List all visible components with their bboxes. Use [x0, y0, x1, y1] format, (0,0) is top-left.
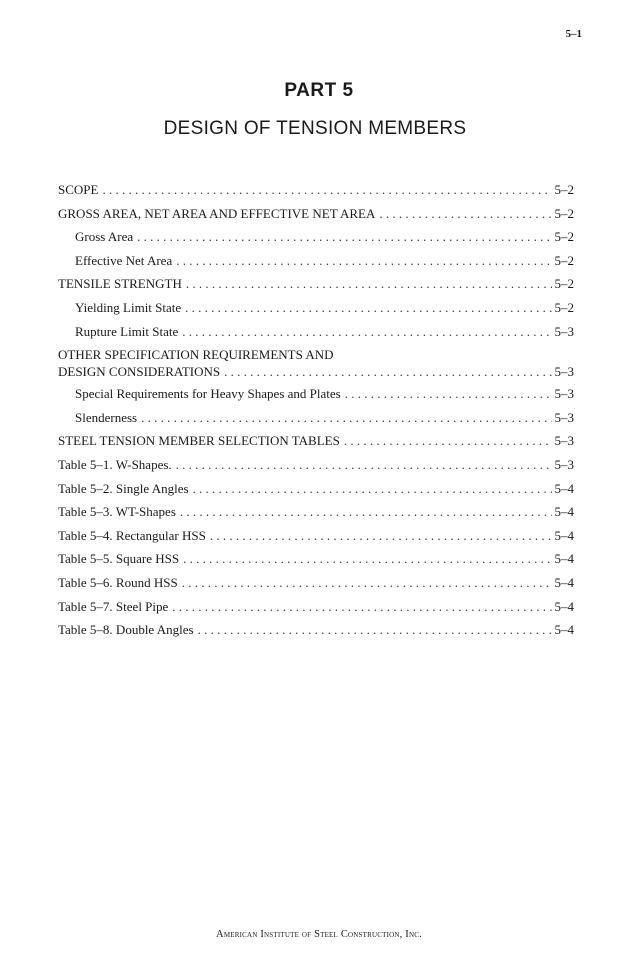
- part-title: DESIGN OF TENSION MEMBERS: [163, 118, 467, 139]
- toc-leader-dots: [102, 178, 551, 202]
- toc-leader-dots: [183, 547, 551, 571]
- toc-entry-page: 5–4: [554, 480, 574, 496]
- toc-leader-dots: [180, 500, 552, 524]
- toc-entry-page: 5–2: [554, 182, 574, 197]
- toc-entry-label: Rupture Limit State: [75, 323, 179, 339]
- toc-entry-label: Table 5–6. Round HSS: [58, 574, 178, 590]
- toc-entry-page: 5–3: [554, 386, 574, 402]
- toc-entry-label: Table 5–3. WT-Shapes: [58, 504, 176, 520]
- toc-leader-dots: [185, 296, 551, 320]
- toc-entry-label: Table 5–2. Single Angles: [58, 480, 189, 496]
- toc-leader-dots: [193, 477, 552, 501]
- toc-leader-dots: [345, 382, 552, 406]
- toc-entry-label: SCOPE: [58, 182, 99, 197]
- toc-leader-dots: [172, 595, 551, 619]
- toc-entry-table-5-2[interactable]: [58, 477, 574, 501]
- toc-entry-scope[interactable]: [58, 178, 574, 202]
- toc-entry-effective-net-area[interactable]: [58, 249, 574, 273]
- toc-entry-table-5-8[interactable]: [58, 618, 574, 642]
- toc-entry-label: Table 5–1. W-Shapes.: [58, 456, 172, 472]
- toc-entry-page: 5–4: [554, 598, 574, 614]
- toc-entry-other-specification-requirements[interactable]: [58, 343, 574, 382]
- toc-entry-label: GROSS AREA, NET AREA AND EFFECTIVE NET AREA: [58, 205, 376, 221]
- toc-entry-gross-area[interactable]: [58, 225, 574, 249]
- page-number: 5–1: [565, 28, 582, 40]
- toc-entry-line2: [58, 363, 574, 380]
- toc-entry-tensile-strength[interactable]: [58, 272, 574, 296]
- toc-leader-dots: [198, 618, 552, 642]
- toc-leader-dots: [224, 363, 551, 380]
- toc-entry-table-5-1[interactable]: [58, 453, 574, 477]
- toc-entry-label: Table 5–5. Square HSS: [58, 551, 180, 567]
- toc-entry-label: Effective Net Area: [75, 252, 173, 268]
- toc-entry-label: Gross Area: [75, 229, 134, 245]
- toc-entry-table-5-3[interactable]: [58, 500, 574, 524]
- toc-entry-label: STEEL TENSION MEMBER SELECTION TABLES: [58, 433, 340, 449]
- toc-leader-dots: [137, 225, 551, 249]
- toc-entry-gross-net-effective-area[interactable]: [58, 202, 574, 226]
- toc-entry-label: Yielding Limit State: [75, 299, 182, 315]
- toc-entry-page: 5–4: [554, 527, 574, 543]
- toc-entry-slenderness[interactable]: [58, 406, 574, 430]
- toc-entry-label: Slenderness: [75, 409, 138, 425]
- toc-entry-table-5-7[interactable]: [58, 595, 574, 619]
- toc-entry-table-5-6[interactable]: [58, 571, 574, 595]
- toc-entry-page: 5–4: [554, 551, 574, 567]
- toc-leader-dots: [186, 272, 552, 296]
- toc-entry-label: Table 5–8. Double Angles: [58, 622, 194, 638]
- toc-entry-page: 5–2: [554, 205, 574, 221]
- toc-entry-selection-tables[interactable]: [58, 429, 574, 453]
- toc-entry-label: Table 5–4. Rectangular HSS: [58, 527, 206, 543]
- toc-leader-dots: [176, 453, 552, 477]
- toc-leader-dots: [344, 429, 552, 453]
- toc-entry-label: Special Requirements for Heavy Shapes and Plates: [75, 386, 341, 402]
- toc-entry-rupture-limit-state[interactable]: [58, 320, 574, 344]
- part-label: PART 5: [284, 80, 354, 101]
- toc-entry-page: 5–2: [554, 229, 574, 245]
- toc-leader-dots: [182, 320, 551, 344]
- toc-entry-page: 5–3: [554, 456, 574, 472]
- toc-entry-page: 5–3: [554, 409, 574, 425]
- toc-entry-page: 5–2: [554, 276, 574, 292]
- toc-entry-page: 5–4: [554, 574, 574, 590]
- toc-entry-page: 5–4: [554, 504, 574, 520]
- toc-entry-label-line1: OTHER SPECIFICATION REQUIREMENTS AND: [58, 347, 334, 363]
- toc-entry-yielding-limit-state[interactable]: [58, 296, 574, 320]
- toc-leader-dots: [176, 249, 551, 273]
- toc-entry-page: 5–2: [554, 299, 574, 315]
- toc-entry-label: DESIGN CONSIDERATIONS: [58, 364, 221, 380]
- table-of-contents: [58, 178, 574, 642]
- toc-entry-page: 5–4: [554, 622, 574, 638]
- toc-leader-dots: [141, 406, 551, 430]
- toc-entry-page: 5–3: [554, 433, 574, 449]
- toc-leader-dots: [182, 571, 552, 595]
- toc-leader-dots: [379, 202, 551, 226]
- toc-entry-special-requirements-heavy-shapes[interactable]: [58, 382, 574, 406]
- page-footer: American Institute of Steel Construction, Inc.: [216, 929, 422, 940]
- toc-entry-page: 5–2: [554, 252, 574, 268]
- toc-entry-table-5-5[interactable]: [58, 547, 574, 571]
- toc-entry-page: 5–3: [554, 364, 574, 380]
- toc-entry-page: 5–3: [554, 323, 574, 339]
- toc-entry-label: Table 5–7. Steel Pipe: [58, 598, 169, 614]
- toc-leader-dots: [210, 524, 552, 548]
- toc-entry-label: TENSILE STRENGTH: [58, 276, 182, 292]
- toc-entry-table-5-4[interactable]: [58, 524, 574, 548]
